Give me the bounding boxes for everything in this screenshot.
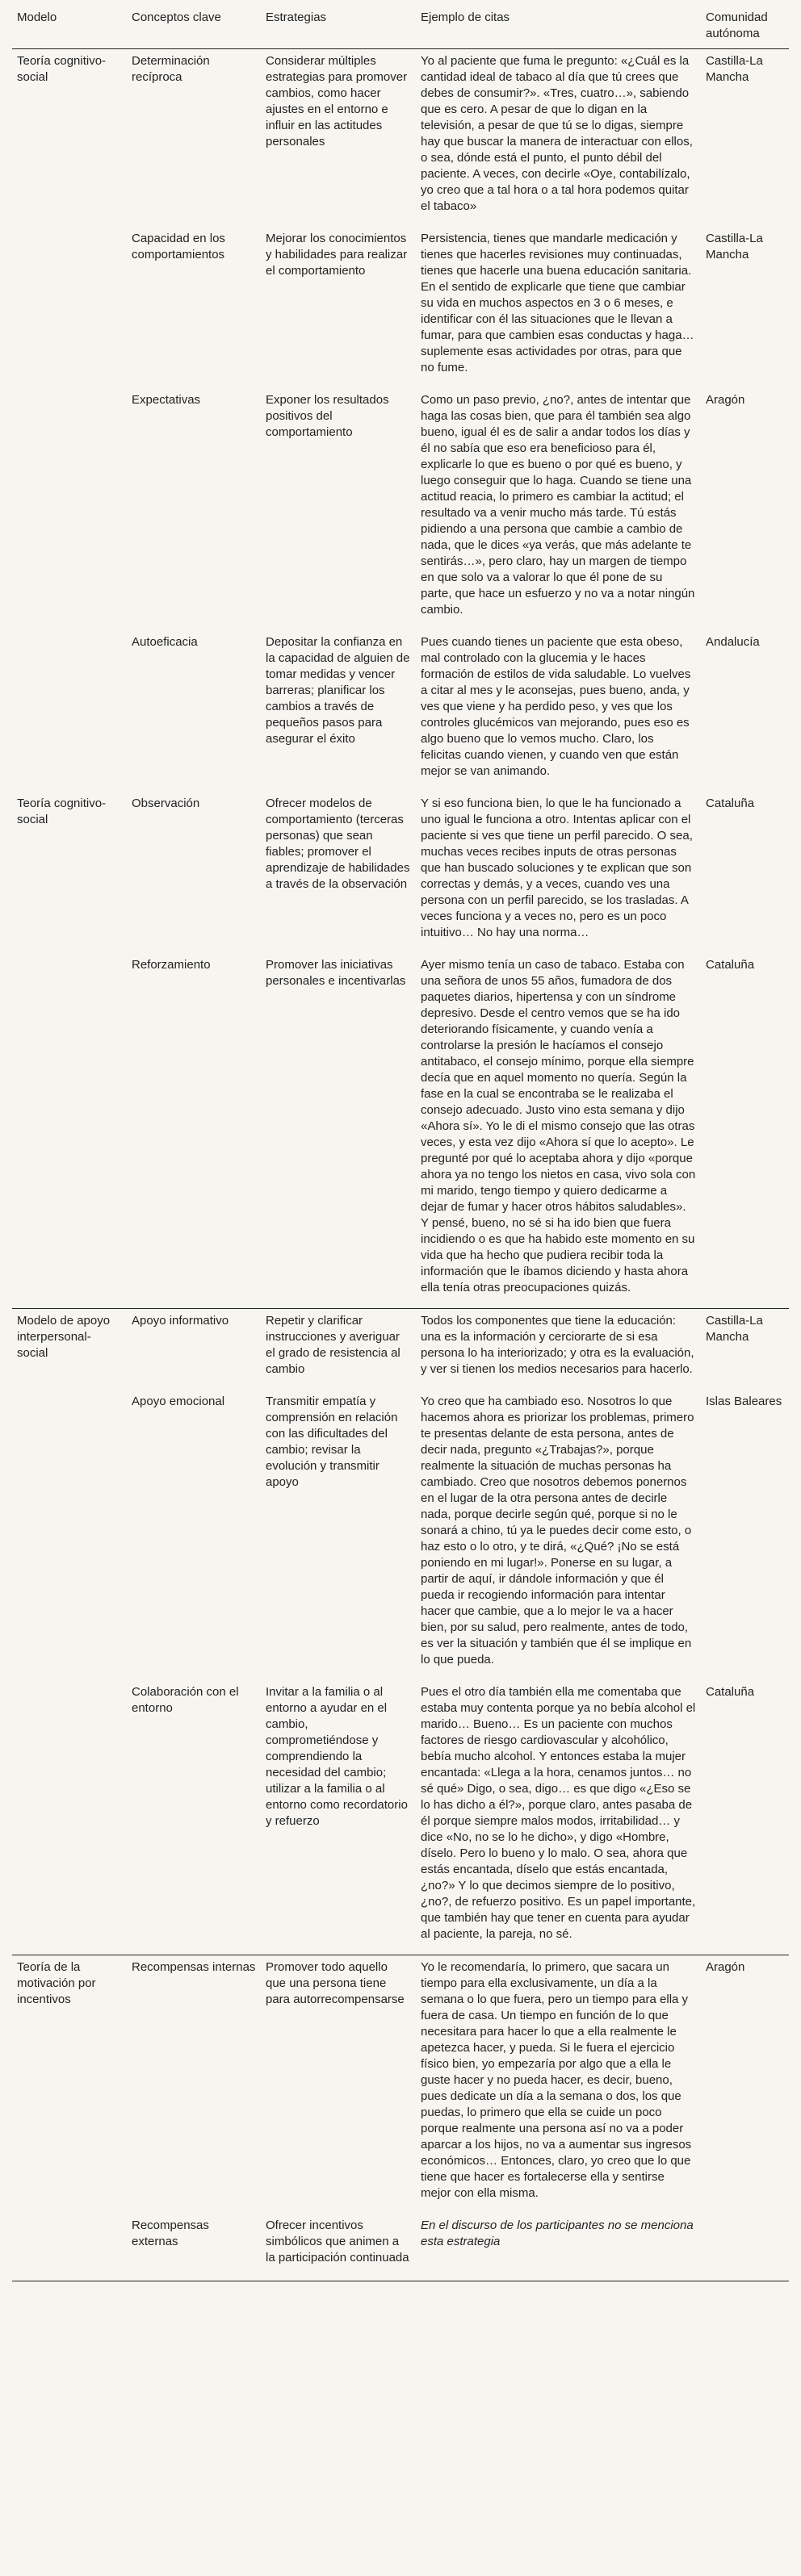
cell-cita: Ayer mismo tenía un caso de tabaco. Estaba con una señora de unos 55 años, fumadora de dos paquetes diarios, hipertensa y con un síndrome depresivo. Desde el centro vemos que se ha ido deteriorando físicamente, y cuando venía a controlarse la presión le hacíamos el consejo antitabaco, el consejo mínimo, porque ella siempre decía que en aquel momento no quería. Según la fase en la cual se encontraba se le realizaba el consejo adecuado. Justo vino esta semana y dijo «Ahora sí». Yo le di el mismo consejo que las otras veces, y esta vez dijo «Ahora sí que lo acepto». Le pregunté por qué lo aceptaba ahora y dijo «porque ahora ya no tengo los nietos en casa, vivo sola con mi marido, tengo tiempo y quiero dedicarme a dejar de fumar y hacer otros hábitos saludables». Y pensé, bueno, no sé si ha ido bien que fuera incidiendo o es que ha habido este momento en su vida que ha hecho que pudiera recibir toda la información que le íbamos diciendo y hasta ahora ella tenía otras preocupaciones quizás. — [421, 958, 696, 1294]
cell-modelo — [12, 2214, 127, 2281]
cell-comunidad — [701, 2214, 789, 2281]
cell-cita: Yo al paciente que fuma le pregunto: «¿Cuál es la cantidad ideal de tabaco al día que tú crees que debes de consumir?». «Tres, cuatro…», sabiendo que es cero. A pesar de que lo digan en la televisión, a pesar de que tú se lo digas, siempre hay que buscar la manera de interactuar con ellos, o sea, dónde está el punto, el punto débil del paciente. A veces, con decirle «Oye, contabilízalo, yo creo que a tal hora o a tal hora podemos quitar el tabaco» — [416, 49, 701, 228]
cell-modelo: Teoría cognitivo-social — [17, 797, 107, 826]
cell-estrategia: Repetir y clarificar instrucciones y averiguar el grado de resistencia al cambio — [261, 1309, 416, 1390]
table-row — [12, 630, 789, 792]
cell-modelo — [12, 388, 127, 630]
header-estrategias: Estrategias — [261, 0, 416, 49]
table-row — [12, 388, 789, 630]
cell-cita: Pues el otro día también ella me comentaba que estaba muy contenta porque ya no bebía alcohol el marido… Bueno… Es un paciente con muchos factores de riesgo cardiovascular y alcohólico, bebía mucho alcohol. Y entonces estaba la mujer encantada: «Llega a la hora, cenamos juntos… no sé qué» Digo, o sea, digo… es que digo «¿Eso se lo has dicho a él?», porque claro, antes pasaba de él porque siempre malos modos, irritabilidad… y dice «No, no se lo he dicho», y digo «Hombre, díselo. Pero lo bueno y lo malo. O sea, ahora que estás encantada, díselo que estás encantada, ¿no?» Y lo que decimos siempre de lo positivo, ¿no?, de refuerzo positivo. Es un papel importante, que también hay que tener en cuenta para ayudar al paciente, la pareja, no sé. — [421, 1685, 696, 1941]
table-row — [12, 2214, 789, 2281]
cell-comunidad: Cataluña — [706, 797, 755, 810]
cell-concepto: Reforzamiento — [132, 958, 211, 972]
table-row — [12, 792, 789, 953]
cell-estrategia: Depositar la confianza en la capacidad de alguien de tomar medidas y vencer barreras; planificar los cambios a través de pequeños pasos para asegurar el éxito — [266, 635, 410, 746]
strategies-table — [12, 0, 789, 2281]
header-modelo: Modelo — [12, 0, 127, 49]
cell-modelo: Teoría de la motivación por incentivos — [12, 1955, 127, 2214]
cell-comunidad: Castilla-La Mancha — [701, 1309, 789, 1390]
table-header-row — [12, 0, 789, 49]
cell-comunidad: Castilla-La Mancha — [706, 232, 763, 261]
cell-comunidad: Cataluña — [706, 1685, 755, 1699]
cell-estrategia: Promover todo aquello que una persona tiene para autorrecompensarse — [261, 1955, 416, 2214]
cell-comunidad: Andalucía — [706, 635, 760, 649]
table-row — [12, 953, 789, 1309]
cell-estrategia: Transmitir empatía y comprensión en relación con las dificultades del cambio; revisar la evolución y transmitir apoyo — [266, 1395, 398, 1489]
cell-cita: Yo le recomendaría, lo primero, que sacara un tiempo para ella exclusivamente, un día a la semana o lo que fuera, pero un tiempo para ella y fuera de casa. Un tiempo en función de lo que necesitara para hacer lo que a ella realmente le apetezca hacer, y pueda. Si le fuera el ejercicio físico bien, yo empezaría por algo que a ella le guste hacer y no pueda hacer, es decir, bueno, pues dedicate un día a la semana o dos, los que puedas, lo primero que ella se cuide un poco porque realmente una persona así no va a poder aparcar a los hijos, no va a aumentar sus ingresos económicos… Entonces, claro, yo creo que lo que tiene que hacer es fortalecerse ella y sentirse mejor con ella misma. — [416, 1955, 701, 2214]
cell-estrategia: Exponer los resultados positivos del comportamiento — [266, 393, 389, 439]
table-row — [12, 49, 789, 228]
table-row — [12, 1955, 789, 2214]
cell-modelo — [12, 227, 127, 388]
cell-comunidad: Islas Baleares — [706, 1395, 782, 1408]
cell-comunidad: Aragón — [706, 393, 745, 407]
cell-concepto: Recompensas externas — [127, 2214, 261, 2281]
cell-cita: Y si eso funciona bien, lo que le ha funcionado a uno igual le funciona a otro. Intentas aplicar con el paciente si ves que tiene un perfil parecido. O sea, muchas veces recibes inputs de otras personas que han buscado soluciones y te explican que son correctas y demás, y a veces, cuando ves una persona con un perfil parecido, se los trasladas. A veces funciona y a veces no, pero es un poco intuitivo… No hay una norma… — [421, 797, 693, 939]
header-citas: Ejemplo de citas — [416, 0, 701, 49]
cell-modelo: Modelo de apoyo interpersonal-social — [12, 1309, 127, 1390]
cell-estrategia: Ofrecer incentivos simbólicos que animen a la participación continuada — [261, 2214, 416, 2281]
cell-modelo — [12, 953, 127, 1309]
table-row — [12, 227, 789, 388]
cell-concepto: Observación — [132, 797, 200, 810]
cell-estrategia: Mejorar los conocimientos y habilidades para realizar el comportamiento — [266, 232, 408, 278]
cell-concepto: Apoyo emocional — [132, 1395, 225, 1408]
cell-estrategia: Invitar a la familia o al entorno a ayudar en el cambio, comprometiéndose y comprendiendo la necesidad del cambio; utilizar a la familia o al entorno como recordatorio y refuerzo — [266, 1685, 408, 1828]
cell-concepto: Apoyo informativo — [127, 1309, 261, 1390]
cell-comunidad: Aragón — [701, 1955, 789, 2214]
table-row — [12, 1390, 789, 1680]
cell-concepto: Capacidad en los comportamientos — [132, 232, 225, 261]
cell-estrategia: Ofrecer modelos de comportamiento (terceras personas) que sean fiables; promover el aprendizaje de habilidades a través de la observación — [266, 797, 410, 891]
cell-estrategia: Considerar múltiples estrategias para promover cambios, como hacer ajustes en el entorno e influir en las actitudes personales — [261, 49, 416, 228]
cell-cita: Todos los componentes que tiene la educación: una es la información y cerciorarte de si esa persona lo ha interiorizado; y otra es la evaluación, y ver si tienen los medios necesarios para hacerlo. — [416, 1309, 701, 1390]
cell-concepto: Expectativas — [132, 393, 201, 407]
cell-comunidad: Cataluña — [706, 958, 755, 972]
cell-modelo — [12, 1680, 127, 1955]
cell-cita: En el discurso de los participantes no se menciona esta estrategia — [416, 2214, 701, 2281]
table-row — [12, 1309, 789, 1390]
cell-concepto: Recompensas internas — [127, 1955, 261, 2214]
cell-concepto: Determinación recíproca — [127, 49, 261, 228]
table-row — [12, 1680, 789, 1955]
cell-comunidad: Castilla-La Mancha — [701, 49, 789, 228]
cell-modelo: Teoría cognitivo-social — [12, 49, 127, 228]
cell-concepto: Colaboración con el entorno — [132, 1685, 239, 1715]
cell-cita: Como un paso previo, ¿no?, antes de intentar que haga las cosas bien, que para él también sea algo bueno, igual él es de salir a andar todos los días y él no sabía que eso era beneficioso para él, explicarle lo que es bueno o por qué es bueno, y luego conseguir que lo haga. Cuando se tiene una actitud reacia, lo primero es cambiar la actitud; el resultado va a venir mucho más tarde. Tú estás pidiendo a una persona que cambie a cambio de nada, que le dices «ya verás, que más adelante te sentirás…», pero claro, hay un margen de tiempo en que solo va a valorar lo que él pone de su parte, que hace un esfuerzo y no va a notar ningún cambio. — [421, 393, 695, 617]
cell-cita: Pues cuando tienes un paciente que esta obeso, mal controlado con la glucemia y le haces formación de estilos de vida saludable. Lo vuelves a citar al mes y le aconsejas, pues bueno, anda, y ves que viene y ha perdido peso, y ves que los controles glucémicos van mejorando, pues eso es algo bueno que lo vemos mucho. Claro, los felicitas cuando vienen, y cuando ven que están mejor se van animando. — [421, 635, 691, 778]
header-comunidad: Comunidad autónoma — [701, 0, 789, 49]
header-conceptos: Conceptos clave — [127, 0, 261, 49]
cell-estrategia: Promover las iniciativas personales e incentivarlas — [266, 958, 406, 988]
cell-concepto: Autoeficacia — [132, 635, 198, 649]
cell-modelo — [12, 630, 127, 792]
cell-cita: Yo creo que ha cambiado eso. Nosotros lo que hacemos ahora es priorizar los problemas, primero te presentas delante de esta persona, antes de decir nada, pregunto «¿Trabajas?», porque realmente la situación de muchas personas ha cambiado. Creo que nosotros debemos ponernos en el lugar de la otra persona antes de decirle nada, porque decirle según qué, porque si no le sonará a chino, tú ya le puedes decir come esto, o haz esto o lo otro, y te dirá, «¿Qué? ¡No se está poniendo en mi lugar!». Ponerse en su lugar, a partir de aquí, ir dándole información y que él pueda ir recogiendo información para intentar hacer que cambie, que a lo mejor le va a hacer bien, por su salud, pero realmente, antes de todo, es ver la situación y también que él se implique en lo que pueda. — [421, 1395, 694, 1666]
cell-modelo — [12, 1390, 127, 1680]
cell-cita: Persistencia, tienes que mandarle medicación y tienes que hacerles revisiones muy continuadas, tienes que hacerle una buena educación sanitaria. En el sentido de explicarle que tiene que cambiar su vida en muchos aspectos en 3 o 6 meses, e identificar con él las situaciones que le llevan a fumar, para que cambien esas conductas y haga… suplemente esas actividades por otras, para que no fume. — [421, 232, 694, 374]
